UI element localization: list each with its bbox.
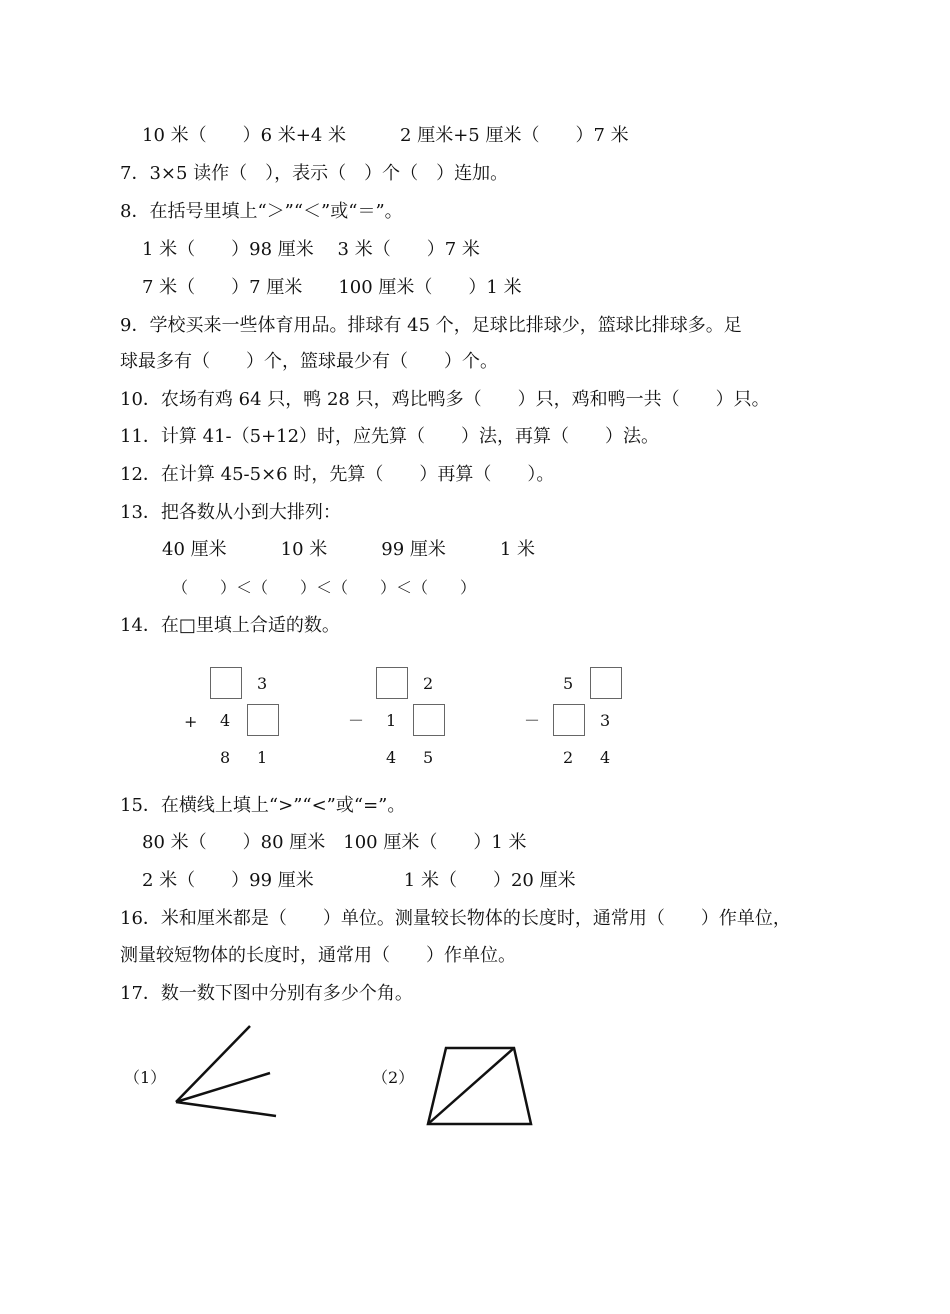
digit: 2 bbox=[423, 674, 434, 693]
question-15-row1: 80 米（ ）80 厘米 100 厘米（ ）1 米 bbox=[142, 832, 527, 853]
figure-1-label: （1） bbox=[124, 1068, 167, 1087]
question-16-line2: 测量较短物体的长度时，通常用（ ）作单位。 bbox=[120, 945, 516, 966]
digit: 4 bbox=[600, 748, 611, 767]
digit: 5 bbox=[563, 674, 574, 693]
line-q6-cont: 10 米（ ）6 米+4 米 2 厘米+5 厘米（ ）7 米 bbox=[142, 125, 629, 146]
digit: 4 bbox=[386, 748, 397, 767]
operator: － bbox=[524, 711, 541, 730]
question-15-row2: 2 米（ ）99 厘米 1 米（ ）20 厘米 bbox=[142, 870, 576, 891]
digit: 1 bbox=[257, 748, 268, 767]
question-14: 14．在□里填上合适的数。 bbox=[120, 615, 340, 636]
digit: 2 bbox=[563, 748, 574, 767]
question-12: 12．在计算 45-5×6 时，先算（ ）再算（ ）。 bbox=[120, 464, 555, 485]
question-8-row1: 1 米（ ）98 厘米 3 米（ ）7 米 bbox=[142, 239, 480, 260]
question-13: 13．把各数从小到大排列： bbox=[120, 502, 341, 523]
question-7: 7．3×5 读作（ ），表示（ ）个（ ）连加。 bbox=[120, 163, 509, 184]
digit: 1 bbox=[386, 711, 397, 730]
digit: 5 bbox=[423, 748, 434, 767]
digit: 8 bbox=[220, 748, 231, 767]
question-17: 17．数一数下图中分别有多少个角。 bbox=[120, 983, 413, 1004]
digit: 3 bbox=[600, 711, 611, 730]
figure-2-label: （2） bbox=[372, 1068, 415, 1087]
question-8-row2: 7 米（ ）7 厘米 100 厘米（ ）1 米 bbox=[142, 277, 522, 298]
question-9-line2: 球最多有（ ）个，篮球最少有（ ）个。 bbox=[120, 351, 498, 372]
question-13-items: 40 厘米 10 米 99 厘米 1 米 bbox=[162, 539, 536, 560]
question-15: 15．在横线上填上“>”“<”或“=”。 bbox=[120, 795, 406, 816]
digit: 4 bbox=[220, 711, 231, 730]
question-10: 10．农场有鸡 64 只，鸭 28 只，鸡比鸭多（ ）只，鸡和鸭一共（ ）只。 bbox=[120, 389, 770, 410]
operator: － bbox=[348, 711, 365, 730]
question-13-order: （ ）＜（ ）＜（ ）＜（ ） bbox=[172, 578, 477, 597]
operator: + bbox=[184, 712, 198, 731]
digit: 3 bbox=[257, 674, 268, 693]
question-11: 11．计算 41-（5+12）时，应先算（ ）法，再算（ ）法。 bbox=[120, 426, 660, 447]
question-9-line1: 9．学校买来一些体育用品。排球有 45 个，足球比排球少，篮球比排球多。足 bbox=[120, 315, 742, 336]
question-8: 8．在括号里填上“＞”“＜”或“＝”。 bbox=[120, 201, 403, 222]
question-16-line1: 16．米和厘米都是（ ）单位。测量较长物体的长度时，通常用（ ）作单位， bbox=[120, 908, 791, 929]
